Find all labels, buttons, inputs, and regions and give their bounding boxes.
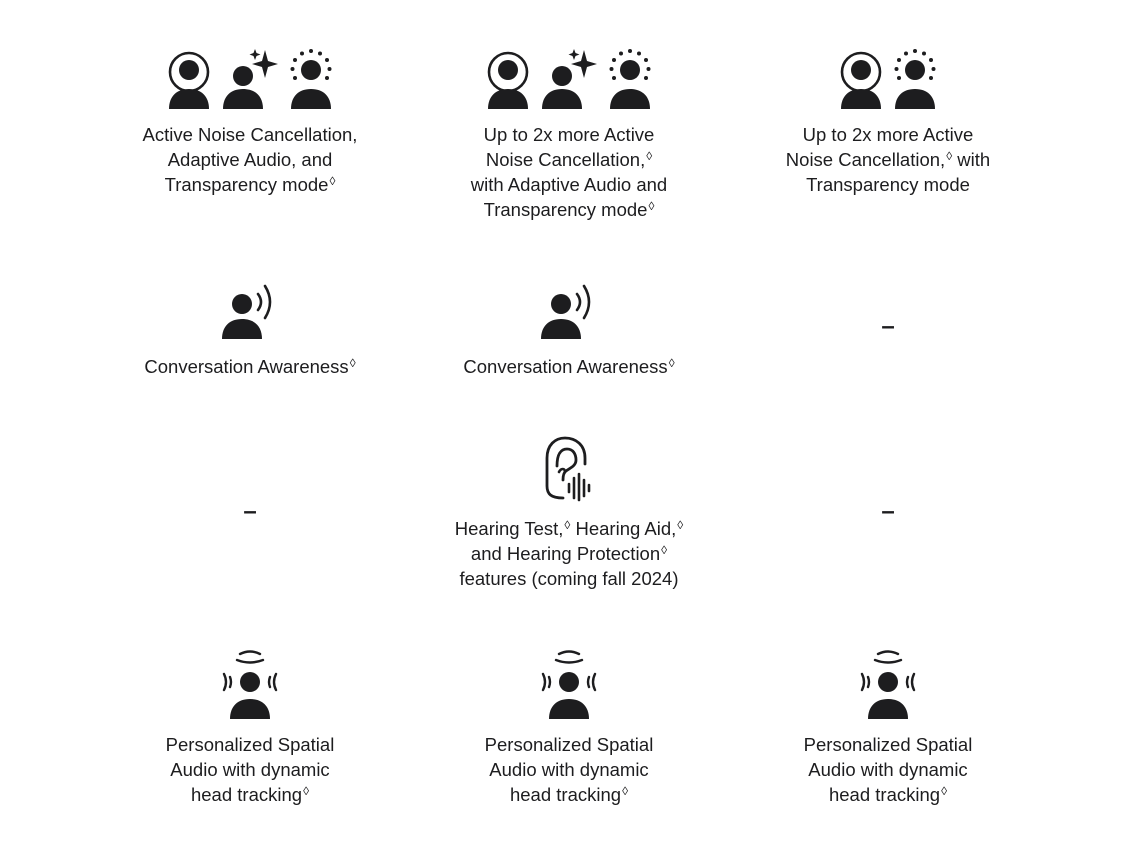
footnote-mark: ◊ xyxy=(648,199,655,213)
anc-label-col1 xyxy=(143,122,358,197)
person-transparency-dots-icon xyxy=(608,48,652,110)
footnote-mark: ◊ xyxy=(564,518,571,532)
label-line: Adaptive Audio, and xyxy=(167,149,333,170)
label-line: head tracking xyxy=(509,784,622,805)
conversation-icon-group xyxy=(539,280,599,340)
person-adaptive-sparkle-icon xyxy=(221,48,279,110)
footnote-mark: ◊ xyxy=(677,518,684,532)
footnote-mark: ◊ xyxy=(622,784,628,798)
label-line: Conversation Awareness xyxy=(144,356,349,377)
label-line: Conversation Awareness xyxy=(463,356,668,377)
label-line: Noise Cancellation, xyxy=(785,149,946,170)
footnote-mark: ◊ xyxy=(646,149,653,163)
footnote-mark: ◊ xyxy=(329,174,336,188)
label-line: Personalized Spatial xyxy=(484,734,654,755)
label-line: Hearing Test, xyxy=(454,518,564,539)
anc-feature-col1 xyxy=(110,48,390,197)
label-line: Up to 2x more Active xyxy=(483,124,655,145)
hearing-label-col2 xyxy=(455,516,683,591)
spatial-label-col3 xyxy=(804,732,973,807)
conversation-icon-group xyxy=(220,280,280,340)
person-spatial-audio-icon xyxy=(218,650,282,720)
footnote-mark: ◊ xyxy=(349,356,356,370)
anc-label-col3 xyxy=(786,122,990,197)
anc-feature-col3 xyxy=(748,48,1028,197)
label-line: Transparency mode xyxy=(483,199,648,220)
not-available-dash: – xyxy=(243,498,257,525)
label-line: Audio with dynamic xyxy=(170,759,330,780)
conversation-feature-col2 xyxy=(429,280,709,379)
spatial-feature-col3 xyxy=(748,650,1028,807)
person-speaking-waves-icon xyxy=(220,280,280,340)
spatial-feature-col2 xyxy=(429,650,709,807)
person-transparency-dots-icon xyxy=(289,48,333,110)
spatial-icon-group xyxy=(537,650,601,720)
label-line: Hearing Aid, xyxy=(570,518,677,539)
hearing-feature-col2 xyxy=(429,434,709,591)
spatial-feature-col1 xyxy=(110,650,390,807)
footnote-mark: ◊ xyxy=(661,543,668,557)
label-line: Active Noise Cancellation, xyxy=(142,124,358,145)
spatial-label-col1 xyxy=(166,732,335,807)
ear-soundwave-icon xyxy=(543,434,595,502)
label-line: head tracking xyxy=(828,784,941,805)
person-speaking-waves-icon xyxy=(539,280,599,340)
conversation-label-col2 xyxy=(463,354,674,379)
not-available-dash: – xyxy=(881,313,895,340)
person-spatial-audio-icon xyxy=(537,650,601,720)
label-line: with Adaptive Audio and xyxy=(470,174,668,195)
person-anc-icon xyxy=(486,48,530,110)
label-line: head tracking xyxy=(190,784,303,805)
hearing-icon-group xyxy=(543,434,595,502)
anc-label-col2 xyxy=(471,122,667,222)
person-transparency-dots-icon xyxy=(893,48,937,110)
label-line: Transparency mode xyxy=(164,174,329,195)
label-line: Audio with dynamic xyxy=(489,759,649,780)
anc-feature-col2 xyxy=(429,48,709,222)
label-line: Personalized Spatial xyxy=(165,734,335,755)
footnote-mark: ◊ xyxy=(303,784,309,798)
label-line: Transparency mode xyxy=(806,174,970,195)
label-line: with xyxy=(952,149,991,170)
footnote-mark: ◊ xyxy=(946,149,953,163)
person-anc-icon xyxy=(167,48,211,110)
conversation-label-col1 xyxy=(144,354,355,379)
conversation-feature-col1 xyxy=(110,280,390,379)
person-spatial-audio-icon xyxy=(856,650,920,720)
label-line: Audio with dynamic xyxy=(808,759,968,780)
label-line: and Hearing Protection xyxy=(470,543,661,564)
person-anc-icon xyxy=(839,48,883,110)
anc-icon-group xyxy=(486,48,652,110)
footnote-mark: ◊ xyxy=(668,356,675,370)
label-line: Personalized Spatial xyxy=(803,734,973,755)
anc-icon-group xyxy=(839,48,937,110)
person-adaptive-sparkle-icon xyxy=(540,48,598,110)
label-line: Up to 2x more Active xyxy=(802,124,974,145)
footnote-mark: ◊ xyxy=(941,784,947,798)
anc-icon-group xyxy=(167,48,333,110)
spatial-icon-group xyxy=(856,650,920,720)
not-available-dash: – xyxy=(881,498,895,525)
label-line: Noise Cancellation, xyxy=(485,149,646,170)
spatial-icon-group xyxy=(218,650,282,720)
label-line: features (coming fall 2024) xyxy=(459,568,679,589)
spatial-label-col2 xyxy=(485,732,654,807)
